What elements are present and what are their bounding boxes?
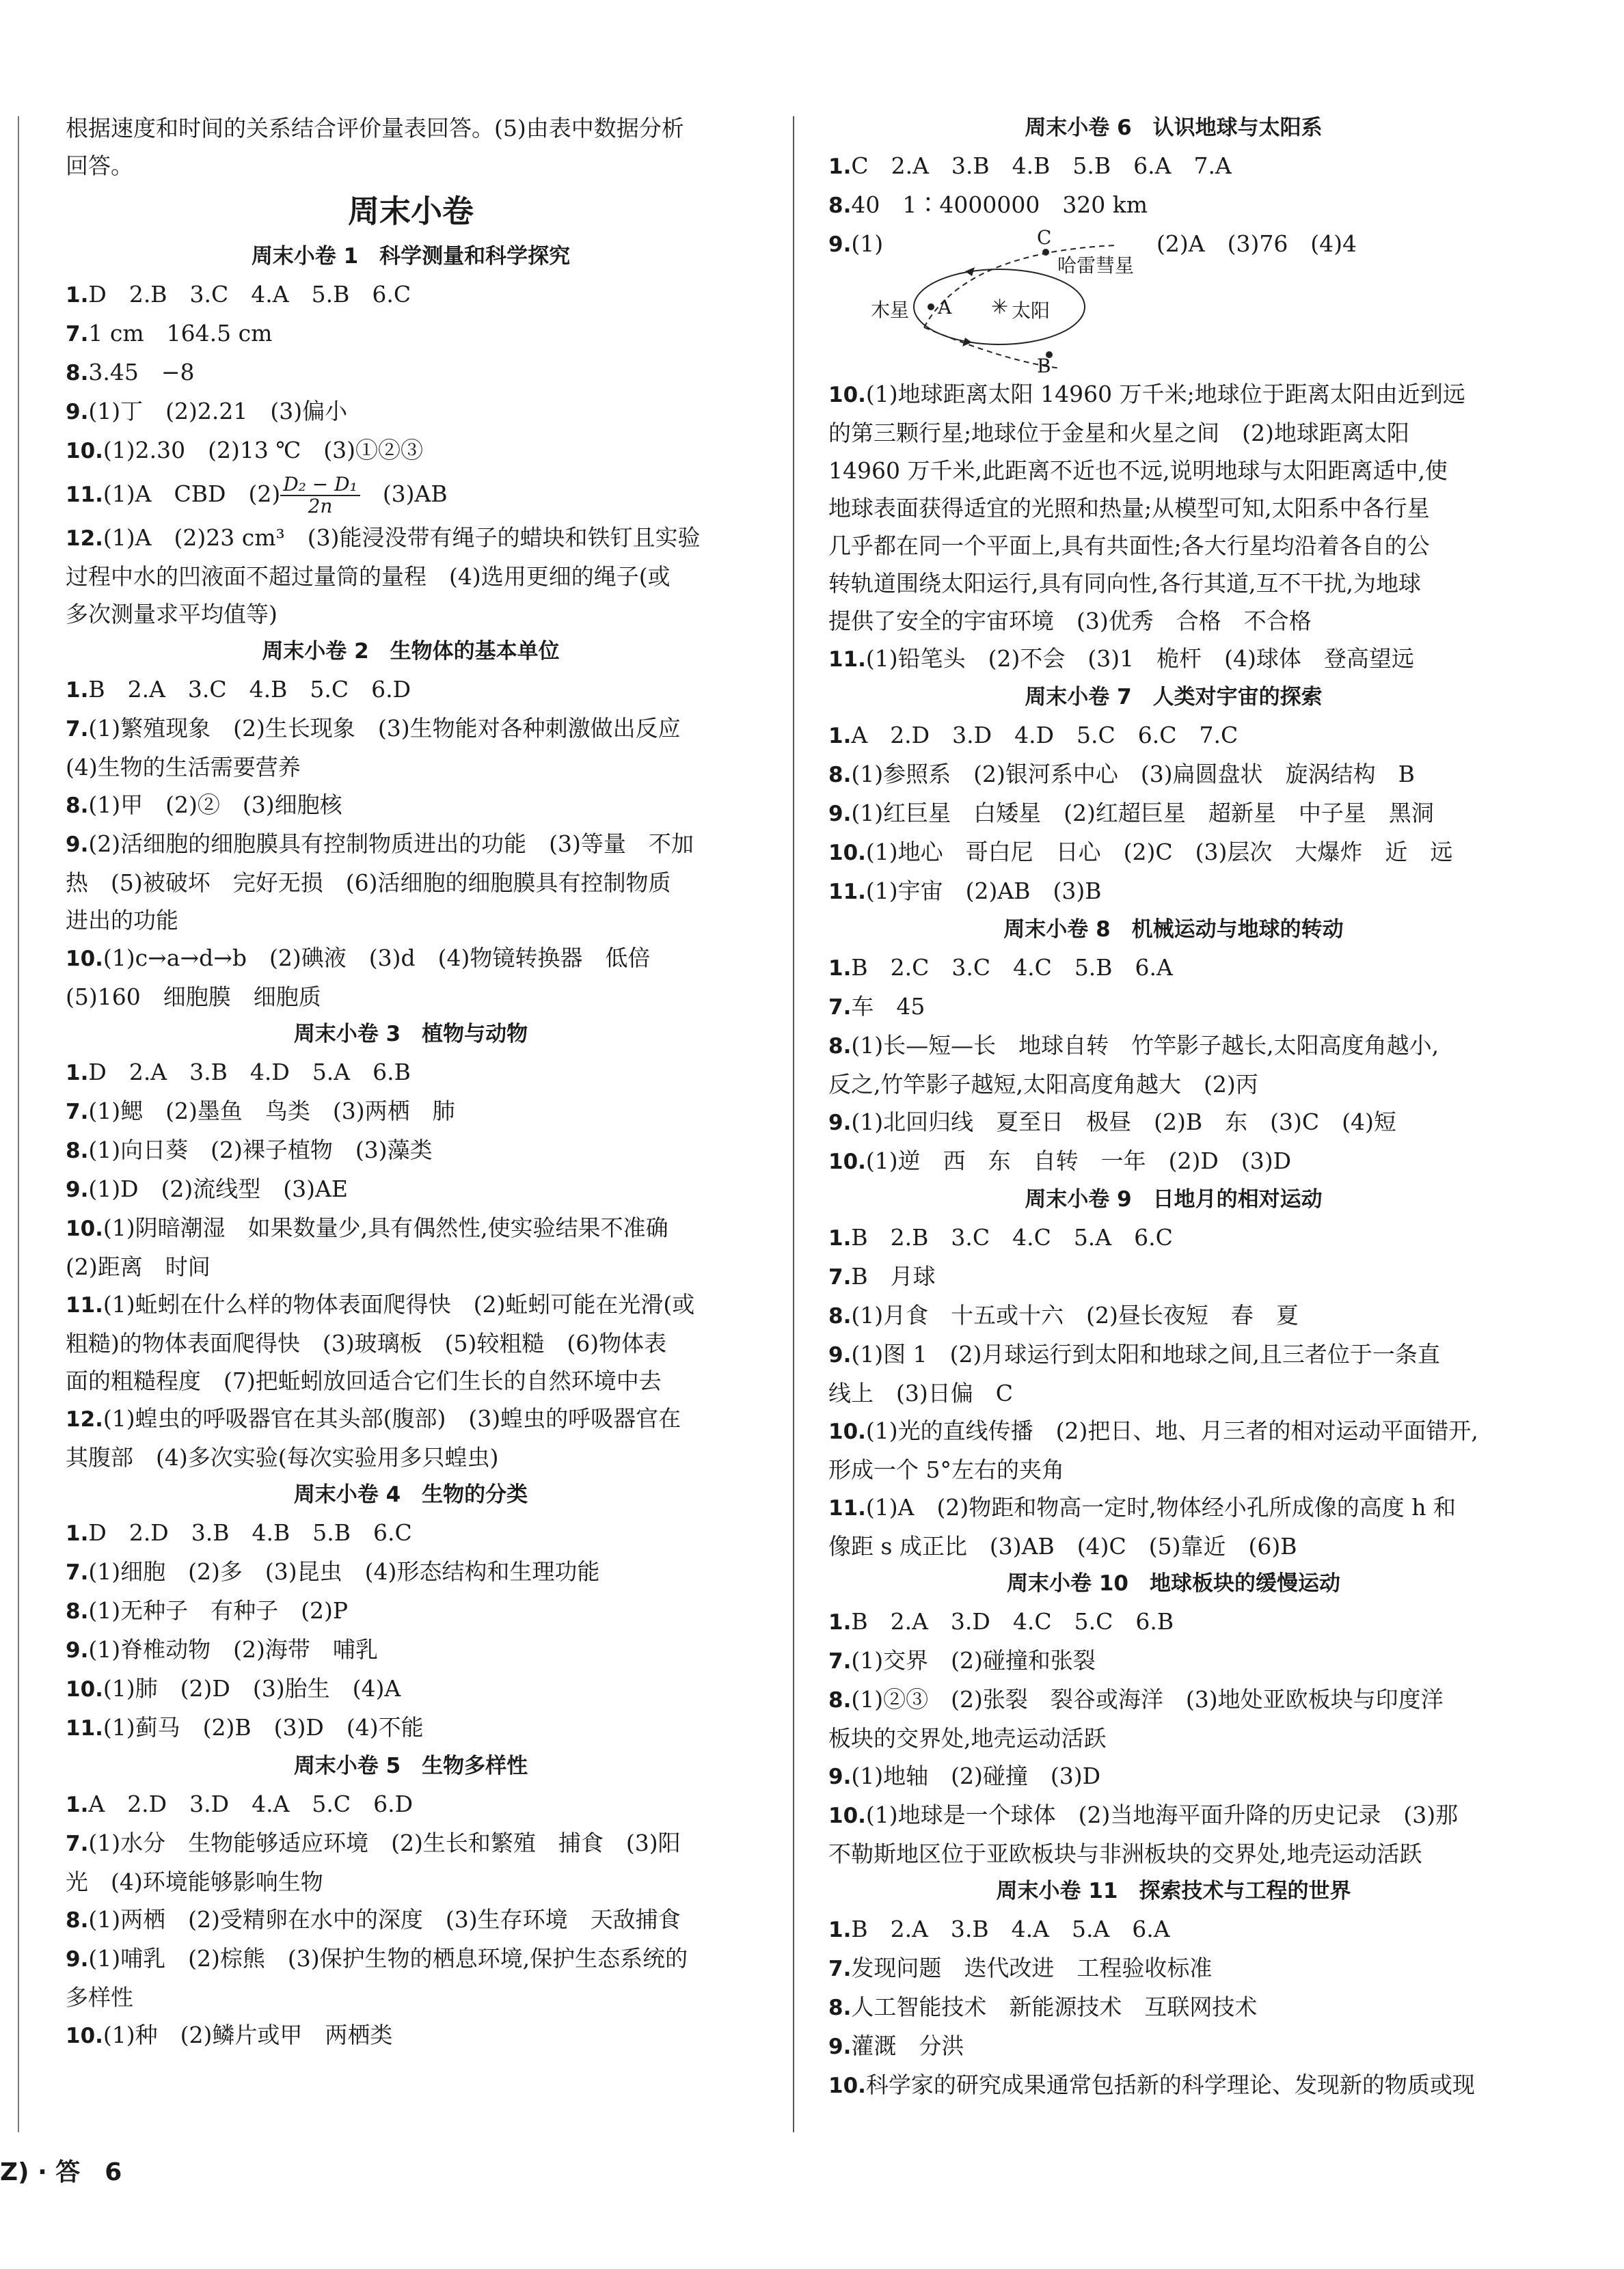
- answer-line: [828, 414, 1519, 452]
- answer-text: (1)铅笔头 (2)不会 (3)1 桅杆 (4)球体 登高望远: [865, 645, 1414, 672]
- answer-line: [828, 186, 1519, 225]
- answer-text: B 月球: [851, 1263, 936, 1290]
- page-footer: Z) · 答 6: [0, 2158, 122, 2186]
- answer-line: [66, 595, 756, 633]
- answer-text: B 2.A 3.D 4.C 5.C 6.B: [851, 1608, 1174, 1635]
- answer-text: 40 1∶4000000 320 km: [851, 191, 1148, 218]
- answer-text: 多次测量求平均值等): [66, 601, 278, 627]
- question-number: 1.: [828, 1918, 852, 1942]
- answer-text: (1)种 (2)鳞片或甲 两栖类: [103, 2022, 393, 2048]
- answer-line: [828, 1681, 1519, 1720]
- answer-line: [66, 1209, 756, 1248]
- answer-text: D 2.D 3.B 4.B 5.B 6.C: [88, 1519, 412, 1546]
- question-number: 10.: [828, 2074, 866, 2098]
- answer-line: [66, 1592, 756, 1631]
- answer-line: [66, 558, 756, 595]
- answer-line: [828, 1219, 1519, 1258]
- answer-text: (2)距离 时间: [66, 1253, 211, 1280]
- question-number: 7.: [66, 1100, 89, 1124]
- answer-text: (2)活细胞的细胞膜具有控制物质进出的功能 (3)等量 不加: [88, 830, 694, 857]
- answer-text: (1)蓟马 (2)B (3)D (4)不能: [103, 1714, 424, 1741]
- answer-text: (1)向日葵 (2)裸子植物 (3)藻类: [88, 1137, 433, 1163]
- answer-text: 提供了安全的宇宙环境 (3)优秀 合格 不合格: [828, 608, 1312, 634]
- answer-line: [66, 1053, 756, 1092]
- answer-line: [828, 1335, 1519, 1374]
- answer-text: 线上 (3)日偏 C: [828, 1380, 1013, 1407]
- answer-text: A 2.D 3.D 4.D 5.C 6.C 7.C: [851, 722, 1239, 748]
- answer-line: [828, 565, 1519, 602]
- answer-line: [66, 431, 756, 470]
- answer-line: [828, 1296, 1519, 1335]
- question-number: 9.: [66, 832, 89, 857]
- answer-line: [828, 1065, 1519, 1103]
- answer-line: [828, 755, 1519, 794]
- answer-line: [66, 670, 756, 709]
- question-number: 7.: [66, 1832, 89, 1856]
- question-number: 9.: [828, 802, 852, 826]
- answer-line: [828, 375, 1519, 414]
- answer-text: (1)参照系 (2)银河系中心 (3)扁圆盘状 旋涡结构 B: [851, 761, 1415, 787]
- question-number: 11.: [66, 1293, 103, 1318]
- answer-text: 形成一个 5°左右的夹角: [828, 1456, 1064, 1483]
- question-number: 10.: [66, 1677, 103, 1702]
- sun-icon: ✳: [991, 295, 1009, 319]
- answer-line: [66, 1631, 756, 1670]
- answer-line: [66, 109, 756, 147]
- answer-text: (1)宇宙 (2)AB (3)B: [865, 878, 1102, 904]
- answer-text: (1)蝗虫的呼吸器官在其头部(腹部) (3)蝗虫的呼吸器官在: [103, 1405, 681, 1432]
- answer-line: [828, 452, 1519, 489]
- quiz-heading: 周末小卷 3 植物与动物: [293, 1022, 528, 1046]
- question-number: 1.: [66, 678, 89, 703]
- answer-text: (1)A (2)物距和物高一定时,物体经小孔所成像的高度 h 和: [865, 1494, 1456, 1521]
- question-number: 11.: [828, 647, 866, 672]
- question-number: 11.: [66, 483, 103, 507]
- answer-text: (1)哺乳 (2)棕熊 (3)保护生物的栖息环境,保护生态系统的: [88, 1945, 688, 1972]
- answer-line: [66, 275, 756, 314]
- orbit-diagram-line: 9.(1) (2)A (3)76 (4)4 ✳ C 哈雷彗星 木星 A 太阳 B: [828, 226, 1357, 377]
- question-number: 8.: [66, 1908, 89, 1933]
- answer-line: [828, 602, 1519, 640]
- question-number: 8.: [828, 1034, 852, 1059]
- question-number: 8.: [828, 1996, 852, 2020]
- question-number: 7.: [66, 717, 89, 742]
- answer-text: C 2.A 3.B 4.B 5.B 6.A 7.A: [851, 152, 1232, 179]
- diagram-label-jupiter: 木星: [871, 299, 910, 321]
- diagram-label-comet: 哈雷彗星: [1057, 254, 1135, 277]
- answer-line: [66, 864, 756, 901]
- answer-text: B 2.A 3.B 4.A 5.A 6.A: [851, 1916, 1170, 1942]
- question-number: 10.: [828, 841, 866, 865]
- answer-text: (1)红巨星 白矮星 (2)红超巨星 超新星 中子星 黑洞: [851, 800, 1434, 826]
- question-number: 9.: [828, 2035, 852, 2059]
- question-number: 9.: [828, 1343, 852, 1368]
- answer-text: (1)两栖 (2)受精卵在水中的深度 (3)生存环境 天敌捕食: [88, 1906, 681, 1933]
- answer-line: [828, 872, 1519, 911]
- answer-line: [66, 1439, 756, 1476]
- answer-text: 过程中水的凹液面不超过量筒的量程 (4)选用更细的绳子(或: [66, 563, 671, 590]
- question-number: 1.: [828, 1610, 852, 1635]
- answer-text: (1)鳃 (2)墨鱼 鸟类 (3)两栖 肺: [88, 1098, 455, 1124]
- answer-line: [66, 939, 756, 978]
- question-number: 9.: [66, 1947, 89, 1972]
- question-number: 8.: [66, 1599, 89, 1624]
- answer-line: [66, 1514, 756, 1553]
- question-number: 1.: [828, 956, 852, 981]
- question-number: 8.: [828, 193, 852, 218]
- question-number: 10.: [66, 2024, 103, 2048]
- answer-text: B 2.A 3.C 4.B 5.C 6.D: [88, 676, 411, 703]
- question-number: 8.: [66, 1139, 89, 1163]
- question-number: 7.: [828, 1265, 852, 1290]
- question-number: 1.: [66, 1521, 89, 1546]
- answer-line: [828, 949, 1519, 988]
- answer-line: [66, 1979, 756, 2016]
- question-number: 10.: [828, 1804, 866, 1828]
- answer-line: [828, 527, 1519, 565]
- answer-text: 14960 万千米,此距离不近也不远,说明地球与太阳距离适中,使: [828, 457, 1448, 484]
- answer-line: [828, 1949, 1519, 1988]
- point-a: [928, 303, 934, 310]
- answer-text: (1)月食 十五或十六 (2)昼长夜短 春 夏: [851, 1302, 1299, 1329]
- answer-line: [828, 1527, 1519, 1565]
- quiz-heading: 周末小卷 6 认识地球与太阳系: [1025, 116, 1323, 140]
- answer-text: (1)繁殖现象 (2)生长现象 (3)生物能对各种刺激做出反应: [88, 715, 681, 742]
- answer-line: [828, 716, 1519, 755]
- answer-text: 面的粗糙程度 (7)把蚯蚓放回适合它们生长的自然环境中去: [66, 1368, 662, 1394]
- answer-text: 像距 s 成正比 (3)AB (4)C (5)靠近 (6)B: [828, 1533, 1297, 1560]
- answer-line: [66, 1940, 756, 1979]
- question-number: 7.: [66, 1560, 89, 1585]
- answer-text: (1)丁 (2)2.21 (3)偏小: [88, 398, 348, 424]
- answer-line: [66, 392, 756, 431]
- question-number: 10.: [66, 439, 103, 463]
- answer-text: 人工智能技术 新能源技术 互联网技术: [851, 1994, 1258, 2020]
- answer-line: [828, 489, 1519, 527]
- answer-text: D 2.B 3.C 4.A 5.B 6.C: [88, 281, 411, 308]
- question-number: 10.: [66, 1217, 103, 1241]
- answer-text: 热 (5)被破坏 完好无损 (6)活细胞的细胞膜具有控制物质: [66, 869, 671, 896]
- question-number: 8.: [828, 1688, 852, 1713]
- quiz-heading: 周末小卷 1 科学测量和科学探究: [251, 244, 571, 269]
- answer-line: [828, 1142, 1519, 1181]
- question-number: 7.: [828, 995, 852, 1020]
- answer-line: [828, 1258, 1519, 1296]
- question-number: 10.: [828, 383, 866, 407]
- fraction: $\frac{\text{D₂ − D₁}}{2n}$: [280, 474, 360, 517]
- answer-text: (1)地球是一个球体 (2)当地海平面升降的历史记录 (3)那: [865, 1802, 1459, 1828]
- quiz-heading: 周末小卷 10 地球板块的缓慢运动: [1007, 1571, 1340, 1596]
- answer-text: (1)细胞 (2)多 (3)昆虫 (4)形态结构和生理功能: [88, 1558, 600, 1585]
- question-number: 8.: [66, 793, 89, 818]
- question-number: 8.: [828, 763, 852, 787]
- question-number: 10.: [828, 1419, 866, 1444]
- answer-line: [828, 1835, 1519, 1873]
- question-number: 7.: [66, 322, 89, 347]
- answer-text: 1 cm 164.5 cm: [88, 320, 273, 347]
- answer-line: [828, 988, 1519, 1027]
- answer-text: (1)长—短—长 地球自转 竹竿影子越长,太阳高度角越小,: [851, 1032, 1439, 1059]
- question-number: 7.: [828, 1649, 852, 1674]
- question-number: 11.: [828, 1496, 866, 1521]
- answer-text: (1)②③ (2)张裂 裂谷或海洋 (3)地处亚欧板块与印度洋: [851, 1686, 1444, 1713]
- question-number: 10.: [828, 1150, 866, 1174]
- answer-text: (1)c→a→d→b (2)碘液 (3)d (4)物镜转换器 低倍: [103, 945, 651, 971]
- question-number: 9.: [66, 1638, 89, 1663]
- answer-text: 车 45: [851, 993, 925, 1020]
- answer-line: [66, 1286, 756, 1324]
- answer-text: 根据速度和时间的关系结合评价量表回答。(5)由表中数据分析: [66, 115, 684, 141]
- quiz-heading: 周末小卷 11 探索技术与工程的世界: [996, 1879, 1351, 1903]
- answer-text: (1)A (2)23 cm³ (3)能浸没带有绳子的蜡块和铁钉且实验: [103, 524, 701, 551]
- answer-text: 几乎都在同一个平面上,具有共面性;各大行星均沿着各自的公: [828, 532, 1430, 559]
- answer-text: (1)水分 生物能够适应环境 (2)生长和繁殖 捕食 (3)阳: [88, 1830, 681, 1856]
- answer-line: [66, 314, 756, 353]
- answer-line: [66, 519, 756, 558]
- question-number: 12.: [66, 1407, 103, 1432]
- point-c: [1042, 249, 1049, 256]
- answer-text: 回答。: [66, 152, 133, 179]
- answer-text: (1)地轴 (2)碰撞 (3)D: [851, 1763, 1101, 1789]
- question-number: 9.: [828, 1111, 852, 1135]
- diagram-label-c: C: [1037, 226, 1052, 249]
- quiz-heading: 周末小卷 4 生物的分类: [293, 1482, 528, 1507]
- quiz-heading: 周末小卷 9 日地月的相对运动: [1025, 1187, 1323, 1212]
- answer-text: B 2.B 3.C 4.C 5.A 6.C: [851, 1224, 1173, 1251]
- answer-text: (1)脊椎动物 (2)海带 哺乳: [88, 1636, 378, 1663]
- answer-line: [66, 1092, 756, 1131]
- answer-line: [828, 833, 1519, 872]
- answer-text: 3.45 −8: [88, 359, 195, 385]
- answer-text: (4)生物的生活需要营养: [66, 754, 301, 780]
- answer-line: [828, 147, 1519, 186]
- answer-line: [66, 1901, 756, 1940]
- right-column: [828, 109, 1519, 2105]
- answer-line: [828, 1489, 1519, 1527]
- answer-line: [66, 147, 756, 185]
- answer-text: (1)甲 (2)② (3)细胞核: [88, 791, 342, 818]
- answer-line: [828, 1988, 1519, 2027]
- answer-line: [66, 978, 756, 1016]
- answer-text: (1)北回归线 夏至日 极昼 (2)B 东 (3)C (4)短: [851, 1109, 1396, 1135]
- answer-line: [828, 1757, 1519, 1796]
- answer-line: [66, 786, 756, 825]
- answer-line: [66, 1709, 756, 1748]
- answer-text: 光 (4)环境能够影响生物: [66, 1869, 323, 1895]
- column-divider: [793, 116, 794, 2132]
- answer-text: 的第三颗行星;地球位于金星和火星之间 (2)地球距离太阳: [828, 420, 1409, 446]
- answer-text: (1)交界 (2)碰撞和张裂: [851, 1647, 1096, 1674]
- question-number: 9.: [66, 1178, 89, 1202]
- answer-text: (1)地球距离太阳 14960 万千米;地球位于距离太阳由近到远: [865, 381, 1465, 407]
- answer-text: 板块的交界处,地壳运动活跃: [828, 1725, 1107, 1752]
- question-number: 1.: [66, 283, 89, 308]
- answer-line: [828, 794, 1519, 833]
- answer-text: 地球表面获得适宜的光照和热量;从模型可知,太阳系中各行星: [828, 495, 1430, 521]
- question-number: 12.: [66, 526, 103, 551]
- answer-line: [66, 1131, 756, 1170]
- answer-line: [828, 640, 1519, 679]
- answer-line: [828, 1720, 1519, 1757]
- answer-text: D 2.A 3.B 4.D 5.A 6.B: [88, 1059, 411, 1085]
- answer-text: 灌溉 分洪: [851, 2033, 964, 2059]
- section-title: 周末小卷: [348, 193, 474, 230]
- question-number: 1.: [828, 724, 852, 748]
- answer-text: (1)D (2)流线型 (3)AE: [88, 1176, 348, 1202]
- question-number: 1.: [66, 1061, 89, 1085]
- answer-line: 11.(1)A CBD (2) $\frac{\text{D₂ − D₁}}{2n}$ (3)AB: [66, 473, 448, 517]
- answer-line: [828, 1027, 1519, 1065]
- answer-line: [828, 1910, 1519, 1949]
- answer-line: [66, 1362, 756, 1400]
- answer-line: [66, 1324, 756, 1362]
- quiz-heading: 周末小卷 8 机械运动与地球的转动: [1003, 917, 1344, 942]
- answer-text: 进出的功能: [66, 907, 178, 934]
- answer-text: (1)地心 哥白尼 日心 (2)C (3)层次 大爆炸 近 远: [865, 839, 1453, 865]
- answer-text: 其腹部 (4)多次实验(每次实验用多只蝗虫): [66, 1444, 499, 1471]
- answer-text: (1)蚯蚓在什么样的物体表面爬得快 (2)蚯蚓可能在光滑(或: [103, 1291, 695, 1318]
- answer-text: (1)肺 (2)D (3)胎生 (4)A: [103, 1675, 401, 1702]
- answer-text: (1)图 1 (2)月球运行到太阳和地球之间,且三者位于一条直: [851, 1341, 1440, 1368]
- answer-text: 发现问题 迭代改进 工程验收标准: [851, 1955, 1213, 1981]
- answer-line: [828, 1374, 1519, 1412]
- question-number: 9.: [828, 232, 852, 257]
- answer-text: B 2.C 3.C 4.C 5.B 6.A: [851, 954, 1173, 981]
- answer-text: (1)阴暗潮湿 如果数量少,具有偶然性,使实验结果不准确: [103, 1214, 668, 1241]
- question-number: 10.: [66, 947, 103, 971]
- answer-text: (1)光的直线传播 (2)把日、地、月三者的相对运动平面错开,: [865, 1417, 1478, 1444]
- question-number: 1.: [66, 1793, 89, 1817]
- answer-line: [66, 748, 756, 786]
- answer-line: [66, 709, 756, 748]
- answer-text: 反之,竹竿影子越短,太阳高度角越大 (2)丙: [828, 1071, 1258, 1098]
- answer-line: [66, 1400, 756, 1439]
- answer-line: [66, 901, 756, 939]
- question-number: 1.: [828, 1226, 852, 1251]
- question-number: 8.: [66, 361, 89, 385]
- answer-line: [66, 1785, 756, 1824]
- answer-line: [828, 1103, 1519, 1142]
- quiz-heading: 周末小卷 5 生物多样性: [293, 1754, 528, 1778]
- question-number: 8.: [828, 1304, 852, 1329]
- question-number: 11.: [828, 880, 866, 904]
- answer-line: [828, 1412, 1519, 1451]
- answer-text: (2)A (3)76 (4)4: [1156, 230, 1357, 257]
- diagram-label-sun: 太阳: [1012, 299, 1051, 322]
- answer-line: [66, 1824, 756, 1863]
- answer-line: [66, 2016, 756, 2055]
- answer-text: (1)逆 西 东 自转 一年 (2)D (3)D: [865, 1147, 1292, 1174]
- answer-line: [828, 1451, 1519, 1489]
- answer-line: [66, 1670, 756, 1709]
- answer-text: 转轨道围绕太阳运行,具有同向性,各行其道,互不干扰,为地球: [828, 570, 1421, 597]
- question-number: 7.: [828, 1957, 852, 1981]
- diagram-label-b: B: [1037, 355, 1051, 377]
- arrow-top-icon: [965, 267, 975, 276]
- answer-line: [828, 1603, 1519, 1642]
- answer-line: [828, 1642, 1519, 1681]
- answer-line: [828, 1796, 1519, 1835]
- answer-line: [828, 2027, 1519, 2066]
- question-number: 11.: [66, 1716, 103, 1741]
- answer-text: A 2.D 3.D 4.A 5.C 6.D: [88, 1791, 414, 1817]
- answer-text: 多样性: [66, 1984, 133, 2011]
- question-number: 9.: [66, 400, 89, 424]
- left-margin-rule: [18, 116, 19, 2132]
- answer-line: [66, 825, 756, 864]
- answer-text: 粗糙)的物体表面爬得快 (3)玻璃板 (5)较粗糙 (6)物体表: [66, 1330, 667, 1357]
- answer-text: (5)160 细胞膜 细胞质: [66, 983, 321, 1010]
- diagram-label-a: A: [938, 296, 952, 318]
- answer-line: [66, 1863, 756, 1901]
- answer-line: [828, 2066, 1519, 2105]
- quiz-heading: 周末小卷 7 人类对宇宙的探索: [1025, 685, 1323, 709]
- answer-line: [66, 1248, 756, 1286]
- answer-text: (1)2.30 (2)13 ℃ (3)①②③: [103, 437, 424, 463]
- answer-text: (1)无种子 有种子 (2)P: [88, 1597, 349, 1624]
- question-number: 1.: [828, 154, 852, 179]
- answer-text: 不勒斯地区位于亚欧板块与非洲板块的交界处,地壳运动活跃: [828, 1840, 1422, 1867]
- question-number: 9.: [828, 1765, 852, 1789]
- answer-text: 科学家的研究成果通常包括新的科学理论、发现新的物质或现: [865, 2071, 1475, 2098]
- answer-line: [66, 353, 756, 392]
- answer-line: [66, 1553, 756, 1592]
- quiz-heading: 周末小卷 2 生物体的基本单位: [262, 639, 560, 664]
- left-column: [66, 109, 756, 2055]
- answer-line: [66, 1170, 756, 1209]
